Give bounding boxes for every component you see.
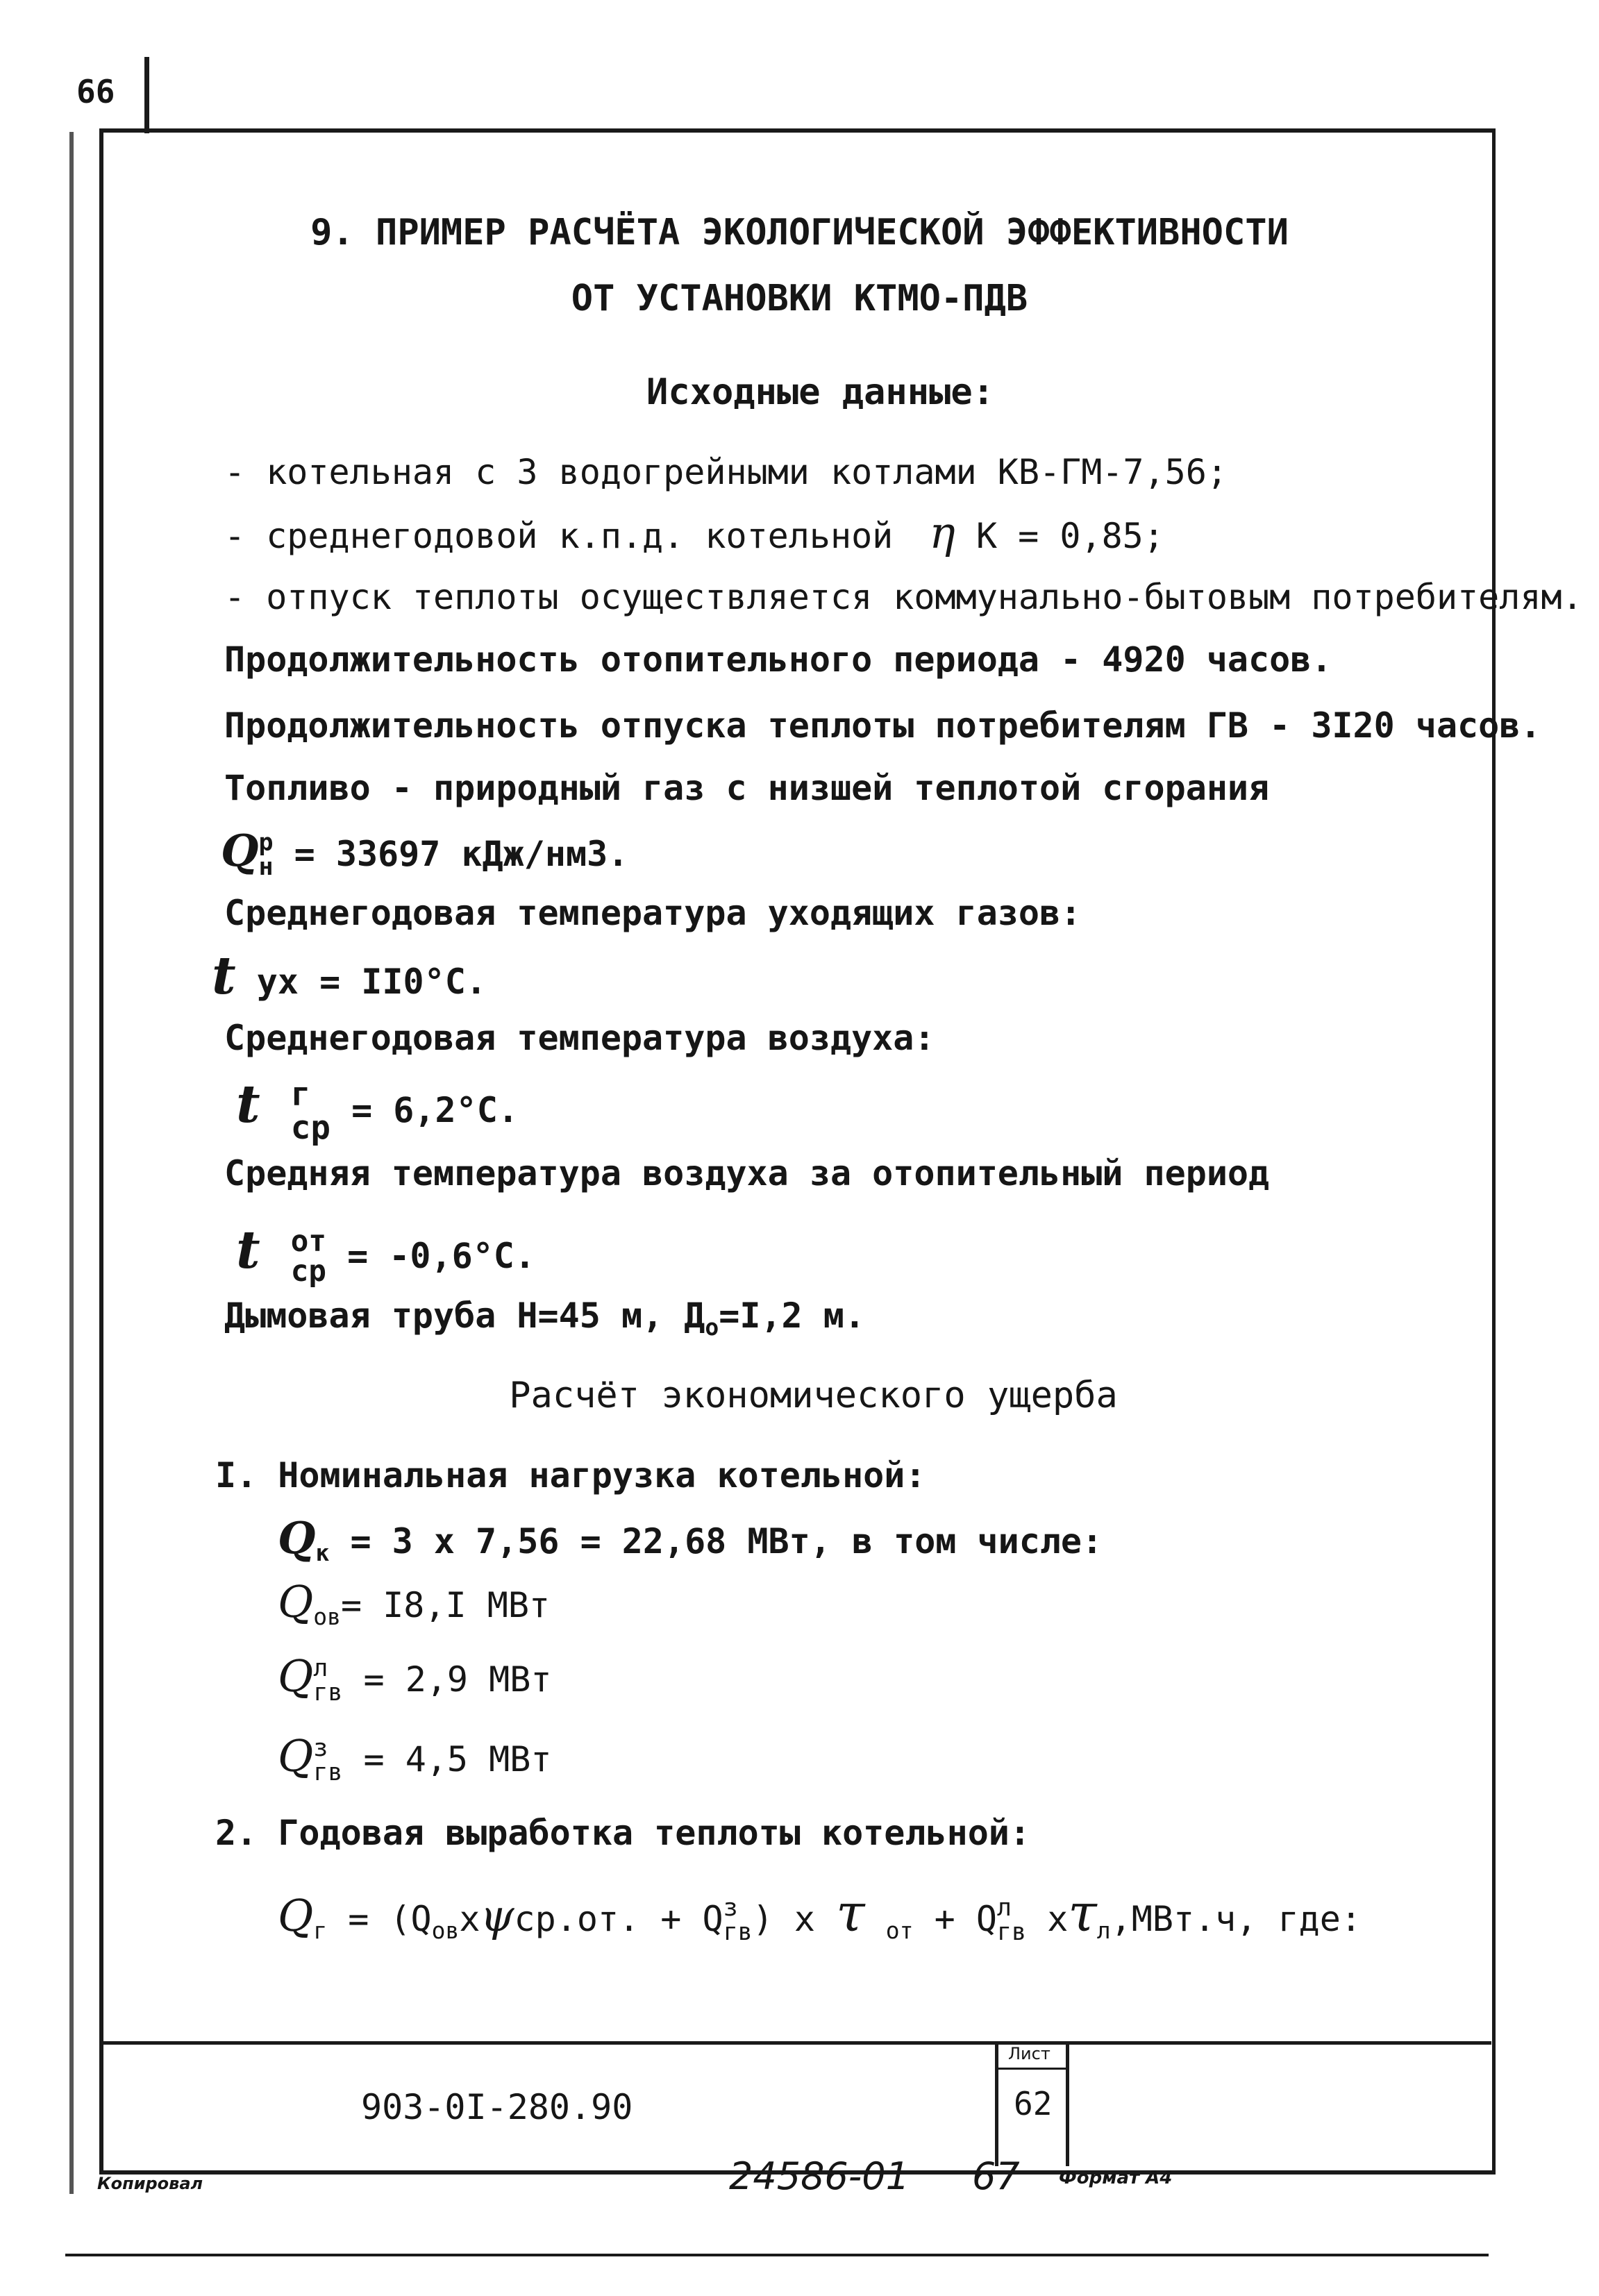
qov-line: $Q_{ов}= I8,I$ МВт — [278, 1577, 551, 1630]
qk-line: $Q_к = 3$ х 7,56 = 22,68 МВт, в том числе: — [278, 1512, 1103, 1566]
qgv-z-line: Q з гв = 4,5 МВт — [278, 1731, 552, 1786]
stamp-right-divider — [1066, 2041, 1069, 2166]
footer-page-number: 67 — [972, 2154, 1020, 2198]
sheet-number: 62 — [1014, 2085, 1053, 2122]
annual-heat-formula: $Q_г = (Q_{ов}х\psi ср.от$. + Q з гв ) х τ $_{от}$ + Q л гв $х\tau_л,МВт.ч$, где: — [278, 1882, 1362, 1946]
heating-air-label: Средняя температура воздуха за отопительный период — [224, 1153, 1270, 1193]
bullet-efficiency: - среднегодовой к.п.д. котельной η К = 0,85; — [224, 508, 1164, 558]
bottom-trim-line — [65, 2254, 1489, 2256]
chimney-line: Дымовая труба Н=45 м, $Д_о=I,2$ м. — [224, 1296, 865, 1341]
sheet-label-divider — [995, 2068, 1068, 2070]
title-line-1: 9. ПРИМЕР РАСЧЁТА ЭКОЛОГИЧЕСКОЙ ЭФФЕКТИВНОСТИ — [310, 212, 1289, 253]
source-data-heading: Исходные данные: — [646, 371, 994, 413]
footer-format: Формат А4 — [1059, 2168, 1173, 2188]
heating-period-line: Продолжительность отопительного периода - 4920 часов. — [224, 639, 1332, 680]
corner-divider — [144, 57, 149, 133]
page-frame — [99, 128, 1496, 2175]
flue-gas-label: Среднегодовая температура уходящих газов: — [224, 893, 1082, 933]
air-temp-label: Среднегодовая температура воздуха: — [224, 1018, 935, 1058]
corner-page-number: 66 — [76, 73, 115, 110]
left-binding-edge — [69, 132, 74, 2194]
doc-number: 903-0I-280.90 — [361, 2087, 633, 2127]
heating-air-value: t от ср = -0,6°С. — [236, 1219, 535, 1289]
qgv-l-line: Q л гв = 2,9 МВт — [278, 1651, 552, 1707]
title-line-2: ОТ УСТАНОВКИ КТМО-ПДВ — [571, 278, 1028, 319]
item-2-heading: 2. Годовая выработка теплоты котельной: — [215, 1813, 1030, 1853]
item-1-heading: I. Номинальная нагрузка котельной: — [215, 1455, 926, 1495]
calorific-value-line: Q р н = 33697 кДж/нм3. — [221, 825, 629, 881]
footer-copied-by: Копировал — [97, 2174, 203, 2193]
air-temp-value: t г ср = 6,2°С. — [236, 1073, 519, 1147]
damage-heading: Расчёт экономического ущерба — [509, 1375, 1118, 1416]
fuel-line: Топливо - природный газ с низшей теплотой сгорания — [224, 768, 1270, 808]
sheet-label: Лист — [1008, 2044, 1050, 2063]
stamp-top-border — [99, 2041, 1491, 2045]
bullet-heat-supply: - отпуск теплоты осуществляется коммунально-бытовым потребителям. — [224, 577, 1583, 617]
bullet-boilers: - котельная с 3 водогрейными котлами КВ-ГМ-7,56; — [224, 452, 1228, 492]
flue-gas-temp: t ух = II0°С. — [212, 945, 487, 1006]
stamp-divider — [995, 2041, 998, 2166]
footer-archive-number: 24586-01 — [729, 2154, 910, 2198]
hot-water-period-line: Продолжительность отпуска теплоты потребителям ГВ - 3I20 часов. — [224, 705, 1541, 746]
